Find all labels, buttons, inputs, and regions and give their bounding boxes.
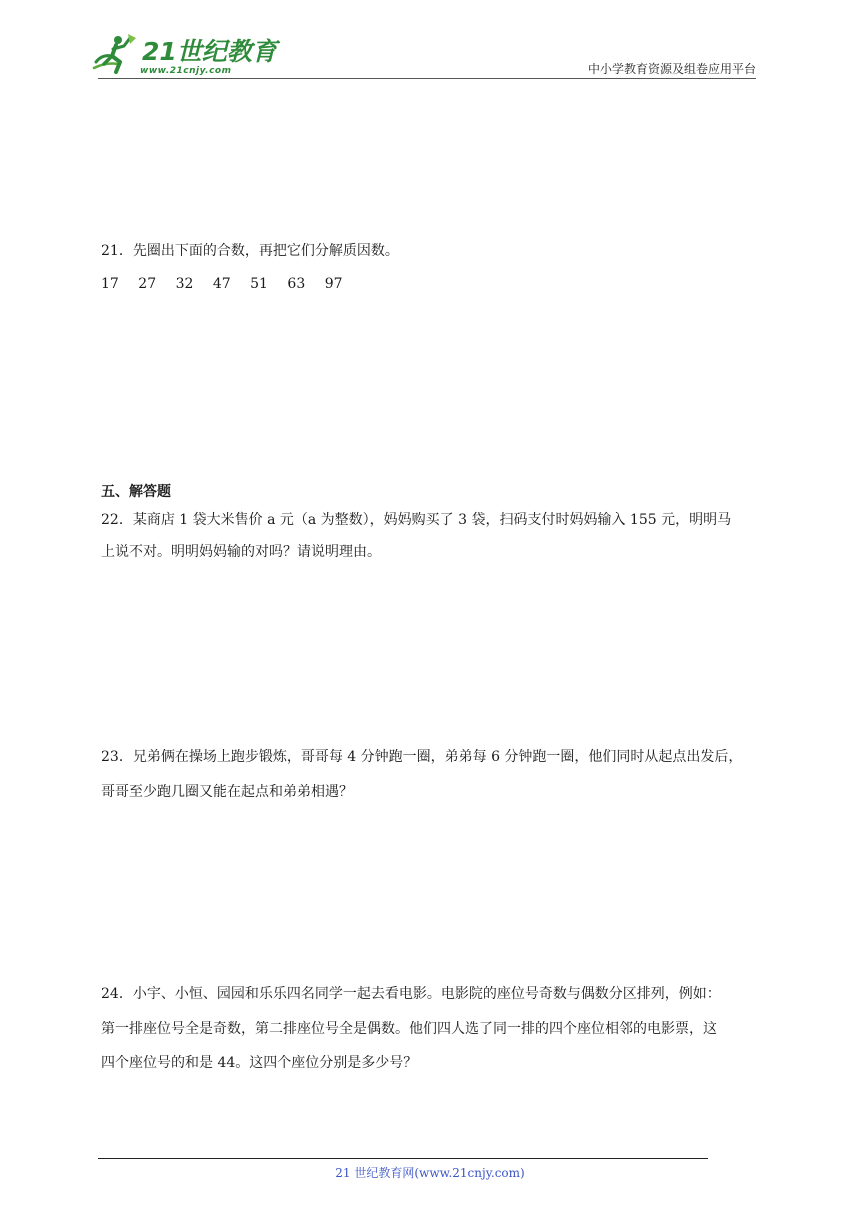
logo-title: 21世纪教育: [142, 37, 277, 66]
number-item: 47: [212, 276, 231, 292]
number-item: 63: [287, 276, 306, 292]
runner-logo-icon: [92, 32, 140, 76]
footer-link[interactable]: 21 世纪教育网(www.21cnjy.com): [335, 1166, 525, 1180]
question-24-line-2: 第一排座位号全是奇数，第二排座位号全是偶数。他们四人选了同一排的四个座位相邻的电影票，这: [101, 1021, 717, 1037]
section-title: 五、解答题: [101, 484, 171, 500]
number-item: 51: [250, 276, 268, 292]
logo-url: www.21cnjy.com: [140, 66, 232, 76]
question-24-line-1: 24．小宇、小恒、园园和乐乐四名同学一起去看电影。电影院的座位号奇数与偶数分区排列，例如：: [101, 986, 721, 1002]
question-24-line-3: 四个座位号的和是 44。这四个座位分别是多少号？: [101, 1055, 418, 1071]
question-23-line-1: 23．兄弟俩在操场上跑步锻炼，哥哥每 4 分钟跑一圈，弟弟每 6 分钟跑一圈，他们同时从起点出发后，: [101, 749, 743, 765]
question-22-line-1: 22．某商店 1 袋大米售价 a 元（a 为整数），妈妈购买了 3 袋，扫码支付时妈妈输入 155 元，明明马: [101, 512, 732, 528]
question-21-numbers: [101, 272, 358, 296]
question-22-line-2: 上说不对。明明妈妈输的对吗？请说明理由。: [101, 544, 381, 560]
footer-divider: [98, 1158, 708, 1159]
platform-tagline: 中小学教育资源及组卷应用平台: [587, 62, 756, 76]
header-divider: [98, 78, 756, 79]
question-23-line-2: 哥哥至少跑几圈又能在起点和弟弟相遇？: [101, 784, 353, 800]
number-item: 32: [175, 276, 194, 292]
page-header: [0, 0, 860, 80]
number-item: 17: [101, 276, 119, 292]
number-item: 97: [324, 276, 343, 292]
number-item: 27: [138, 276, 157, 292]
site-logo[interactable]: [92, 32, 277, 78]
question-21-text: 21．先圈出下面的合数，再把它们分解质因数。: [101, 243, 399, 259]
